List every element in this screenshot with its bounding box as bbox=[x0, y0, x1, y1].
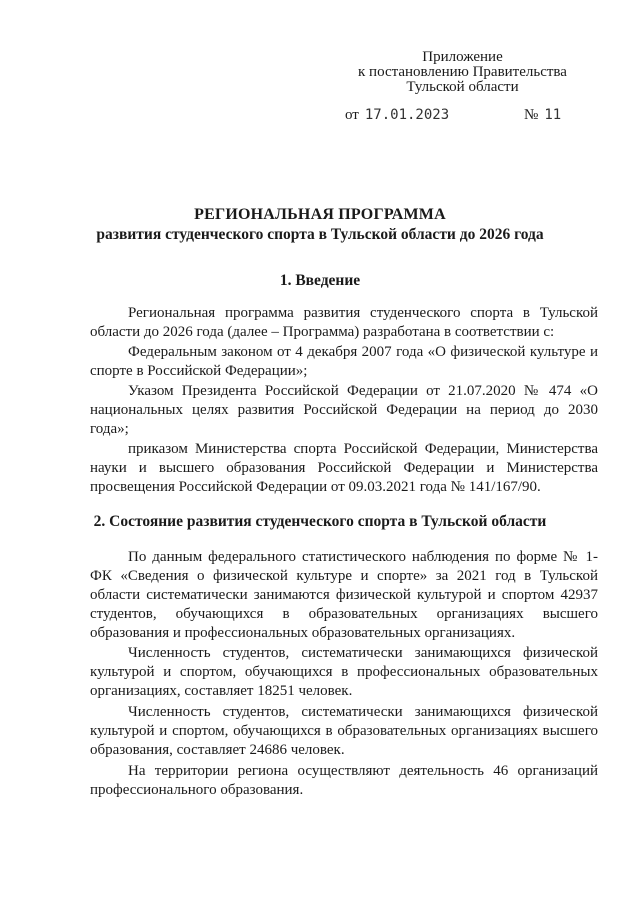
section-2-paragraph: Численность студентов, систематически занимающихся физической культурой и спортом, обучающихся в образовательных организациях высшего образования, составляет 24686 человек. bbox=[90, 704, 598, 758]
section-1-paragraph: Федеральным законом от 4 декабря 2007 года «О физической культуре и спорте в Российской Федерации»; bbox=[90, 344, 598, 379]
section-2-paragraph: На территории региона осуществляют деятельность 46 организаций профессионального образования. bbox=[90, 763, 598, 798]
decree-date-prefix: от bbox=[345, 107, 359, 123]
appendix-block bbox=[340, 50, 585, 95]
appendix-line-1: Приложение bbox=[422, 49, 503, 65]
decree-number-value: 11 bbox=[544, 107, 562, 123]
decree-number bbox=[524, 107, 561, 124]
document-subtitle: развития студенческого спорта в Тульской области до 2026 года bbox=[96, 226, 544, 243]
section-1-heading: 1. Введение bbox=[279, 272, 361, 289]
appendix-line-3: Тульской области bbox=[406, 79, 519, 95]
decree-date-value: 17.01.2023 bbox=[364, 107, 450, 123]
appendix-line-2: к постановлению Правительства bbox=[358, 64, 567, 80]
section-1-paragraph: Региональная программа развития студенческого спорта в Тульской области до 2026 года (далее – Программа) разработана в соответствии с: bbox=[90, 305, 598, 340]
section-2-heading: 2. Состояние развития студенческого спорта в Тульской области bbox=[93, 513, 547, 530]
decree-date bbox=[345, 107, 449, 124]
section-1-paragraph: приказом Министерства спорта Российской Федерации, Министерства науки и высшего образования Российской Федерации и Министерства просвещения Российской Федерации от 09.03.2021 года № 141/167/90. bbox=[90, 441, 598, 495]
document-title: РЕГИОНАЛЬНАЯ ПРОГРАММА bbox=[194, 206, 446, 223]
section-2-paragraph: Численность студентов, систематически занимающихся физической культурой и спортом, обучающихся в профессиональных образовательных организациях, составляет 18251 человек. bbox=[90, 645, 598, 699]
decree-number-prefix: № bbox=[524, 107, 539, 123]
section-1-paragraph: Указом Президента Российской Федерации от 21.07.2020 № 474 «О национальных целях развития Российской Федерации на период до 2030 года»; bbox=[90, 383, 598, 437]
section-2-paragraph: По данным федерального статистического наблюдения по форме № 1-ФК «Сведения о физической культуре и спорте» за 2021 год в Тульской области систематически занимаются физической культурой и спортом 42937 студентов, обучающихся в образовательных организациях высшего образования и профессиональных образовательных организациях. bbox=[90, 549, 598, 641]
